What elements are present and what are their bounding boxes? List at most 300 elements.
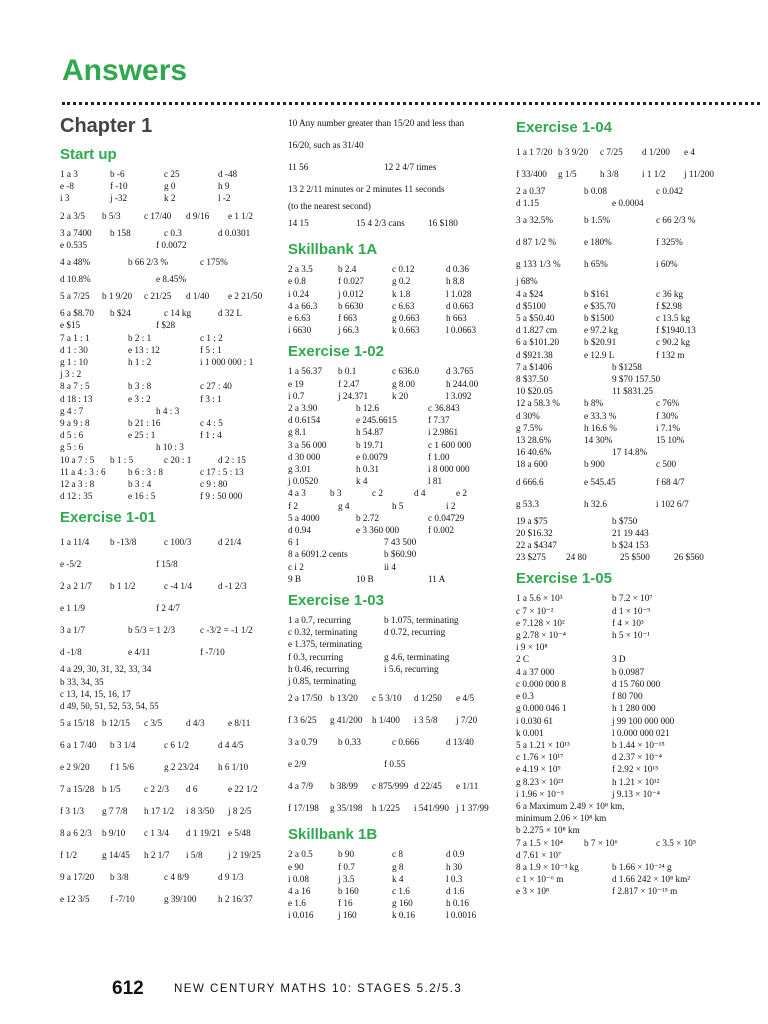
answer-row	[60, 251, 282, 273]
answer-cell: d 0.0301	[218, 227, 251, 238]
answer-cell: j 11/200	[684, 168, 715, 179]
answer-cell: c 3/5	[144, 718, 163, 729]
answer-cell: d 1/250	[414, 693, 442, 704]
answer-cell: j 68%	[516, 276, 538, 287]
answer-cell: e 16 : 5	[128, 491, 156, 502]
answer-row	[60, 368, 282, 380]
answer-cell: k 0.16	[392, 910, 415, 921]
answer-row	[60, 676, 282, 688]
answer-cell: d 0.6154	[288, 415, 321, 426]
answer-cell: c 90.2 kg	[656, 337, 690, 348]
answer-cell: i 0.016	[288, 910, 314, 921]
answer-row	[288, 909, 510, 921]
answer-row	[516, 715, 746, 727]
answer-cell: b 1 : 5	[110, 454, 134, 465]
answer-cell: c 175%	[200, 256, 228, 267]
answer-row	[288, 439, 510, 451]
page-number: 612	[112, 978, 144, 999]
answer-row	[288, 414, 510, 426]
answer-cell: j 0.0520	[288, 476, 319, 487]
answer-cell: b $161	[584, 288, 610, 299]
answer-cell: b 1.5%	[584, 215, 611, 226]
answer-cell: 24 80	[566, 552, 587, 563]
answer-cell: e 2 21/50	[228, 291, 263, 302]
answer-cell: 13 28.6%	[516, 435, 552, 446]
answer-cell: d 4	[414, 488, 426, 499]
answer-cell: b 5/3 = 1 2/3	[128, 625, 176, 636]
answer-cell: h 3/8	[600, 168, 619, 179]
answer-cell: ii 4	[384, 561, 396, 572]
answer-cell: c 17 : 5 : 13	[200, 466, 244, 477]
answer-cell: j 2 19/25	[228, 850, 261, 861]
answer-cell: 15 4 2/3 cans	[356, 218, 405, 229]
answer-row	[60, 227, 282, 239]
answer-cell: g 0.000 046 1	[516, 703, 567, 714]
answer-cell: g 8.1	[288, 427, 307, 438]
answer-cell: 21 19 443	[612, 527, 649, 538]
answer-cell: h 1 : 2	[128, 357, 152, 368]
answer-row	[60, 205, 282, 227]
answer-cell: h 2 16/37	[218, 894, 253, 905]
answer-cell: j -32	[110, 193, 128, 204]
answer-row	[516, 776, 746, 788]
answer-cell: h 9	[218, 181, 230, 192]
answer-row	[288, 873, 510, 885]
answer-cell: c 0.666	[392, 737, 420, 748]
answer-cell: f 663	[338, 313, 358, 324]
answer-cell: j 24.371	[338, 390, 369, 401]
answer-cell: g 2 23/24	[164, 762, 199, 773]
answer-row	[60, 531, 282, 553]
answer-cell: e 8.45%	[156, 274, 187, 285]
answer-cell: e 2 9/20	[60, 762, 90, 773]
answer-cell: f 1.00	[428, 451, 450, 462]
answer-cell: 9 $70 157.50	[612, 374, 661, 385]
answer-cell: e 90	[288, 861, 304, 872]
answer-cell: h 8.8	[446, 276, 465, 287]
answer-cell: c 7/25	[600, 146, 623, 157]
answer-cell: d 0.663	[446, 300, 474, 311]
answer-row	[516, 702, 746, 714]
answer-cell: f 0.0072	[156, 239, 187, 250]
answer-cell: f 1 5/6	[110, 762, 134, 773]
answer-cell: f -7/10	[200, 647, 225, 658]
answer-row	[60, 429, 282, 441]
answer-row	[288, 390, 510, 402]
answer-cell: 3 a 32.5%	[516, 215, 553, 226]
answer-cell: c 8	[392, 849, 403, 860]
answer-cell: d 2.37 × 10⁻⁴	[612, 752, 662, 763]
answer-row	[516, 458, 746, 470]
answer-cell: d 5 : 6	[60, 430, 84, 441]
answer-row	[516, 617, 746, 629]
answer-cell: c 2 2/3	[144, 784, 170, 795]
answer-cell: b 6 : 3 : 8	[128, 466, 163, 477]
answer-cell: b 6630	[338, 300, 364, 311]
answer-row	[288, 651, 510, 663]
answer-cell: e 3 360 000	[356, 525, 400, 536]
answer-row	[516, 361, 746, 373]
answer-cell: g 41/200	[330, 715, 363, 726]
answer-cell: f 2 4/7	[156, 603, 180, 614]
answer-cell: e 13 : 12	[128, 344, 160, 355]
answer-cell: f 1/2	[60, 850, 78, 861]
answer-cell: g 160	[392, 898, 413, 909]
answer-row	[60, 553, 282, 575]
answer-cell: b 3/8	[110, 872, 129, 883]
answer-cell: h 10 : 3	[156, 442, 184, 453]
answer-cell: b 1.075, terminating	[384, 615, 459, 626]
answer-cell: f 17/198	[288, 803, 319, 814]
answer-cell: f 132 m	[656, 349, 685, 360]
answer-row	[516, 837, 746, 849]
answer-cell: j 99 100 000 000	[612, 715, 675, 726]
answer-cell: b 90	[338, 849, 355, 860]
answer-row	[60, 417, 282, 429]
answer-cell: e 33.3 %	[584, 410, 617, 421]
answer-cell: 8 a 6091.2 cents	[288, 549, 348, 560]
answer-row	[288, 512, 510, 524]
answer-row	[516, 471, 746, 493]
answer-cell: d 9 1/3	[218, 872, 244, 883]
answer-cell: d 32 L	[218, 308, 242, 319]
answer-cell: d 1/40	[186, 291, 210, 302]
answer-cell: i 8 3/50	[186, 806, 215, 817]
answer-cell: b 12/15	[102, 718, 130, 729]
answer-cell: b 66 2/3 %	[128, 256, 169, 267]
answer-cell: c 0.32, terminating	[288, 627, 358, 638]
answer-cell: g 4 : 7	[60, 405, 84, 416]
answer-cell: g 14/45	[102, 850, 130, 861]
answer-cell: i 3	[60, 193, 70, 204]
answer-row	[516, 515, 746, 527]
answer-cell: d 0.36	[446, 264, 469, 275]
answer-cell: 6 a $8.70	[60, 308, 94, 319]
answer-cell: h 5 × 10⁻¹	[612, 630, 651, 641]
answer-cell: 1 a 1 7/20	[516, 146, 553, 157]
answer-cell: f 68 4/7	[656, 476, 685, 487]
answer-row	[60, 756, 282, 778]
answer-cell: b 1.44 × 10⁻¹⁵	[612, 739, 665, 750]
answer-cell: d 13/40	[446, 737, 474, 748]
answers-column-2	[288, 112, 510, 922]
answer-cell: 12 a 58.3 %	[516, 398, 560, 409]
answer-cell: i 8 000 000	[428, 464, 470, 475]
answer-row	[288, 524, 510, 536]
answer-cell: c 1 × 10⁻⁶ m	[516, 874, 564, 885]
answer-cell: 3 a 56 000	[288, 439, 327, 450]
answer-cell: c i 2	[288, 561, 304, 572]
answer-cell: f 3 1/3	[60, 806, 84, 817]
answer-row	[288, 402, 510, 414]
answer-row	[516, 163, 746, 185]
answer-cell: 8 $37.50	[516, 374, 549, 385]
answer-row	[288, 897, 510, 909]
section-heading: Exercise 1-01	[60, 509, 156, 527]
answer-row	[60, 778, 282, 800]
answer-row	[60, 380, 282, 392]
answer-cell: l 1.028	[446, 288, 472, 299]
answer-cell: j 9.13 × 10⁻⁴	[612, 788, 660, 799]
answer-cell: 3 D	[612, 654, 626, 665]
answer-cell: b $24 153	[612, 540, 649, 551]
answer-cell: c 14 kg	[164, 308, 192, 319]
answer-cell: c 36.843	[428, 403, 460, 414]
answer-cell: h 30	[446, 861, 463, 872]
answer-cell: f 1 : 4	[200, 430, 222, 441]
answer-cell: 5 a 7/25	[60, 291, 90, 302]
answer-row	[60, 454, 282, 466]
answer-cell: 26 $560	[674, 552, 704, 563]
answer-cell: b -13/8	[110, 537, 137, 548]
answer-cell: 3 a 0.79	[288, 737, 318, 748]
answer-cell: 4 a 66.3	[288, 300, 318, 311]
answer-cell: f $1940.13	[656, 325, 696, 336]
answer-cell: b 1 9/20	[102, 291, 133, 302]
answer-row	[516, 209, 746, 231]
answer-cell: f 15/8	[156, 559, 178, 570]
answer-cell: 6 a $101.20	[516, 337, 560, 348]
answer-cell: e 3 × 10⁸	[516, 886, 550, 897]
answer-cell: b 0.33	[338, 737, 361, 748]
answer-row	[288, 548, 510, 560]
answer-cell: 10 a 7 : 5	[60, 454, 95, 465]
answer-cell: 1 a 11/4	[60, 537, 90, 548]
answer-cell: e 1.6	[288, 898, 306, 909]
answer-cell: k 20	[392, 390, 409, 401]
answer-row	[288, 487, 510, 499]
answer-cell: e 245.6615	[356, 415, 397, 426]
answer-cell: 25 $500	[620, 552, 650, 563]
answer-cell: 9 a 9 : 8	[60, 418, 90, 429]
answer-cell: d 7.61 × 10⁷	[516, 849, 562, 860]
answer-cell: l -2	[218, 193, 231, 204]
answer-row	[60, 466, 282, 478]
answer-row	[516, 763, 746, 775]
answer-cell: i 5.6, recurring	[384, 663, 439, 674]
answer-cell: b 21 : 16	[128, 418, 161, 429]
answer-cell: h 663	[446, 313, 467, 324]
answer-cell: b 0.1	[338, 366, 357, 377]
answer-cell: i 9 × 10⁸	[516, 642, 548, 653]
answer-row	[516, 385, 746, 397]
answer-row	[516, 551, 746, 563]
answer-cell: h 1 280 000	[612, 703, 656, 714]
answer-cell: 3 a 1/7	[60, 625, 86, 636]
answer-cell: 11 a 4 : 3 : 6	[60, 466, 106, 477]
answer-cell: b 33, 34, 35	[60, 676, 104, 687]
answer-cell: b 2.275 × 10⁸ km	[516, 825, 580, 836]
answer-cell: 2 a 3/5	[60, 210, 86, 221]
answer-cell: 2 a 2 1/7	[60, 581, 92, 592]
answer-row	[60, 575, 282, 597]
answer-cell: f -7/10	[110, 894, 135, 905]
answer-cell: 8 a 6 2/3	[60, 828, 92, 839]
answer-cell: b -6	[110, 169, 125, 179]
answer-cell: c 27 : 40	[200, 381, 232, 392]
answer-cell: 13 2 2/11 minutes or 2 minutes 11 seconds	[288, 183, 445, 194]
answer-cell: b 0.0987	[612, 666, 645, 677]
answer-row	[516, 141, 746, 163]
answer-cell: b 12.6	[356, 403, 379, 414]
answer-cell: c 0.12	[392, 264, 415, 275]
answer-cell: d 2 : 15	[218, 454, 246, 465]
answer-cell: 9 B	[288, 573, 302, 584]
answer-cell: j 0.012	[338, 288, 364, 299]
answer-cell: i 541/990	[414, 803, 449, 814]
answer-row	[288, 626, 510, 638]
answer-cell: f 3 : 1	[200, 393, 222, 404]
answer-cell: i 102 6/7	[656, 498, 689, 509]
answer-cell: c 0.04729	[428, 512, 465, 523]
answer-cell: d 666.6	[516, 476, 544, 487]
answer-cell: i 0.7	[288, 390, 305, 401]
answer-row	[516, 690, 746, 702]
answer-cell: e 4	[684, 146, 695, 157]
answer-row	[60, 822, 282, 844]
answer-cell: 12 2 4/7 times	[384, 161, 437, 172]
answer-cell: b 7.2 × 10⁷	[612, 593, 653, 604]
answer-cell: b 5/3	[102, 210, 121, 221]
answer-cell: k 4	[356, 476, 368, 487]
answer-row	[60, 712, 282, 734]
answer-cell: h 2 1/7	[144, 850, 170, 861]
answer-cell: j 7/20	[456, 715, 478, 726]
answer-cell: e 7.128 × 10²	[516, 617, 565, 628]
answer-cell: minimum 2.06 × 10⁸ km	[516, 813, 607, 824]
answer-row	[516, 373, 746, 385]
answer-cell: b 2.4	[338, 264, 357, 275]
answer-cell: 18 a 600	[516, 459, 548, 470]
answer-cell: 19 a $75	[516, 515, 548, 526]
answer-cell: 2 a 0.37	[516, 186, 546, 196]
answer-cell: e 4/5	[456, 693, 475, 704]
answer-row	[60, 192, 282, 204]
answer-cell: d -1 2/3	[218, 581, 247, 592]
answer-cell: h 16.6 %	[584, 422, 617, 433]
answer-cell: g 1/5	[558, 168, 577, 179]
answer-cell: i 60%	[656, 259, 678, 270]
answer-cell: 23 $275	[516, 552, 546, 563]
answer-row	[288, 288, 510, 300]
answer-cell: c -4 1/4	[164, 581, 193, 592]
answer-cell: d 6	[186, 784, 198, 795]
answer-row	[516, 185, 746, 197]
answer-cell: c 6.63	[392, 300, 415, 311]
answer-cell: l 81	[428, 476, 443, 487]
answer-row	[288, 675, 510, 687]
answer-row	[516, 446, 746, 458]
answer-cell: e 8/11	[228, 718, 251, 729]
answer-cell: 2 a 0.5	[288, 849, 313, 860]
answer-cell: j 3.5	[338, 873, 355, 884]
answer-row	[288, 300, 510, 312]
answer-row	[288, 861, 510, 873]
answer-row	[288, 561, 510, 573]
answer-row	[516, 605, 746, 617]
answer-row	[60, 490, 282, 502]
answer-cell: c 6 1/2	[164, 740, 190, 751]
answer-cell: g 7.5%	[516, 422, 543, 433]
answer-cell: g 4	[338, 500, 350, 511]
answer-row	[288, 500, 510, 512]
answer-cell: e 4/11	[128, 647, 151, 658]
answer-row	[60, 663, 282, 675]
answer-cell: 12 a 3 : 8	[60, 479, 95, 490]
answer-cell: d 0.9	[446, 849, 465, 860]
answer-row	[60, 344, 282, 356]
answer-cell: i 6630	[288, 325, 312, 336]
answer-cell: f 80 700	[612, 691, 643, 702]
answer-row	[288, 312, 510, 324]
answer-cell: b 9/10	[102, 828, 126, 839]
section-heading: Exercise 1-02	[288, 343, 384, 361]
answer-cell: g 0.663	[392, 313, 420, 324]
answer-row	[288, 753, 510, 775]
answer-cell: c -3/2 = -1 1/2	[200, 625, 253, 636]
answer-cell: c 636.0	[392, 366, 420, 377]
answer-cell: e 12 3/5	[60, 894, 90, 905]
answer-row	[60, 866, 282, 888]
answer-row	[516, 751, 746, 763]
answer-cell: d 18 : 13	[60, 393, 93, 404]
answer-row	[516, 253, 746, 275]
answer-cell: e 0.0079	[356, 451, 388, 462]
answer-row	[516, 849, 746, 861]
answer-cell: 4 a 3	[288, 488, 306, 499]
answer-cell: 3 a 7400	[60, 227, 92, 238]
answer-cell: d 21/4	[218, 537, 242, 548]
answer-cell: l 0.3	[446, 873, 463, 884]
answer-cell: d 87 1/2 %	[516, 237, 557, 248]
answer-row	[516, 653, 746, 665]
answer-cell: e 12.9 L	[584, 349, 615, 360]
answer-cell: e 1/11	[456, 781, 479, 792]
answer-cell: d 12 : 35	[60, 491, 93, 502]
answer-cell: e 22 1/2	[228, 784, 258, 795]
answer-cell: d $921.38	[516, 349, 553, 360]
answer-row	[516, 788, 746, 800]
answer-cell: i 5/8	[186, 850, 203, 861]
answer-cell: 5 a 15/18	[60, 718, 95, 729]
answer-cell: h 17 1/2	[144, 806, 175, 817]
answer-row	[288, 263, 510, 275]
answer-cell: 6 a Maximum 2.49 × 10⁸ km,	[516, 800, 625, 811]
answer-cell: h 0.31	[356, 464, 379, 475]
answer-cell: f 0.027	[338, 276, 365, 287]
answer-row	[60, 285, 282, 307]
answer-cell: d 15 760 000	[612, 678, 661, 689]
answer-cell: c 9 : 80	[200, 479, 228, 490]
answer-cell: 11 $831.25	[612, 386, 654, 397]
answer-cell: e 25 : 1	[128, 430, 156, 441]
answer-cell: h 1/400	[372, 715, 400, 726]
answer-row	[60, 239, 282, 251]
answer-cell: j 8 2/5	[228, 806, 252, 817]
answer-cell: h 4 : 3	[156, 405, 180, 416]
answer-cell: e 0.3	[516, 691, 534, 702]
section-heading: Skillbank 1A	[288, 241, 378, 259]
answer-cell: c 66 2/3 %	[656, 215, 696, 226]
answer-cell: c 4 8/9	[164, 872, 190, 883]
answer-cell: e 2	[456, 488, 467, 499]
answer-cell: 7 43 500	[384, 537, 417, 548]
answer-cell: b $1258	[612, 361, 642, 372]
answer-cell: c 4 : 5	[200, 418, 223, 429]
answer-cell: c 0.000 000 8	[516, 678, 567, 689]
answer-cell: f 0.7	[338, 861, 355, 872]
answer-cell: c 1 : 2	[200, 332, 223, 343]
